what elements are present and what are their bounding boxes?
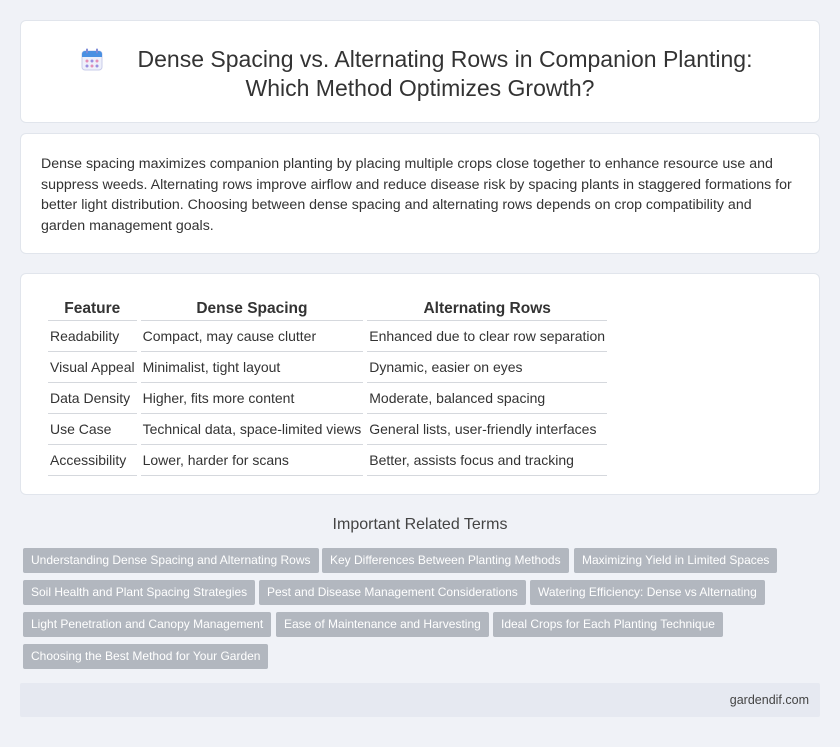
table-cell: Use Case	[48, 414, 137, 445]
related-term-tag[interactable]: Choosing the Best Method for Your Garden	[23, 644, 268, 669]
table-cell: Minimalist, tight layout	[141, 352, 364, 383]
table-cell: Data Density	[48, 383, 137, 414]
related-term-tag[interactable]: Soil Health and Plant Spacing Strategies	[23, 580, 255, 605]
table-row	[48, 321, 607, 352]
table-cell: Moderate, balanced spacing	[367, 383, 607, 414]
comparison-card	[20, 273, 820, 495]
page-title-line-2: Which Method Optimizes Growth?	[245, 75, 595, 101]
table-cell: Visual Appeal	[48, 352, 137, 383]
table-cell: Accessibility	[48, 445, 137, 476]
table-row	[48, 445, 607, 476]
table-cell: Higher, fits more content	[141, 383, 364, 414]
table-cell: General lists, user-friendly interfaces	[367, 414, 607, 445]
related-term-tag[interactable]: Key Differences Between Planting Methods	[322, 548, 569, 573]
related-term-tag[interactable]: Light Penetration and Canopy Management	[23, 612, 271, 637]
page-title-line-1: Dense Spacing vs. Alternating Rows in Companion Planting:	[137, 46, 753, 72]
related-term-tag[interactable]: Watering Efficiency: Dense vs Alternating	[530, 580, 765, 605]
related-term-tag[interactable]: Ease of Maintenance and Harvesting	[276, 612, 489, 637]
table-row	[48, 414, 607, 445]
summary-text: Dense spacing maximizes companion planting by placing multiple crops close together to enhance resource use and suppress weeds. Alternating rows improve airflow and reduce disease risk by spacing plants in staggered formations for better light distribution. Choosing between dense spacing and alternating rows depends on crop compatibility and garden management goals.	[41, 156, 792, 234]
header-card	[20, 20, 820, 123]
comparison-table	[44, 297, 611, 476]
table-cell: Compact, may cause clutter	[141, 321, 364, 352]
table-cell: Readability	[48, 321, 137, 352]
table-cell: Better, assists focus and tracking	[367, 445, 607, 476]
related-term-tag[interactable]: Ideal Crops for Each Planting Technique	[493, 612, 723, 637]
table-cell: Technical data, space-limited views	[141, 414, 364, 445]
footer	[20, 683, 820, 717]
table-cell: Enhanced due to clear row separation	[367, 321, 607, 352]
summary-card	[20, 133, 820, 254]
table-row	[48, 352, 607, 383]
related-term-tag[interactable]: Pest and Disease Management Considerations	[259, 580, 526, 605]
table-cell: Lower, harder for scans	[141, 445, 364, 476]
related-term-tag[interactable]: Maximizing Yield in Limited Spaces	[574, 548, 777, 573]
related-terms-title: Important Related Terms	[332, 516, 508, 533]
column-header-feature: Feature	[48, 297, 137, 321]
footer-site-link[interactable]: gardendif.com	[729, 693, 809, 707]
table-cell: Dynamic, easier on eyes	[367, 352, 607, 383]
related-term-tag[interactable]: Understanding Dense Spacing and Alternating Rows	[23, 548, 319, 573]
table-row	[48, 383, 607, 414]
column-header-alternating-rows: Alternating Rows	[367, 297, 607, 321]
column-header-dense-spacing: Dense Spacing	[141, 297, 364, 321]
page-title	[21, 45, 819, 103]
table-header-row	[48, 297, 607, 321]
